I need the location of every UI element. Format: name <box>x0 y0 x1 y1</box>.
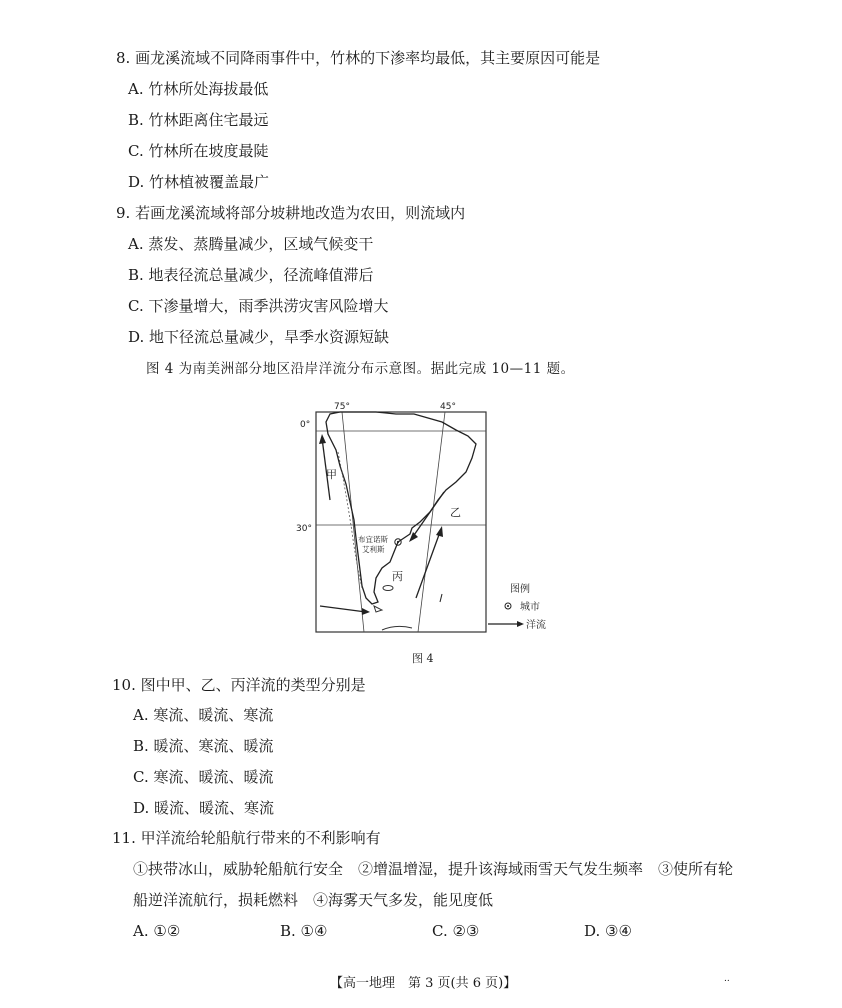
west-drift-arrow <box>320 606 366 612</box>
figure-caption: 图 4 <box>412 652 434 665</box>
q8-option-a: A. 竹林所处海拔最低 <box>128 80 269 98</box>
q11-option-c: C. ②③ <box>432 922 480 940</box>
current-bing-arrow <box>416 532 440 598</box>
page-footer: 【高一地理 第 3 页(共 6 页)】 <box>330 976 517 991</box>
q8-option-c: C. 竹林所在坡度最陡 <box>128 142 269 160</box>
tierra-del-fuego <box>374 606 382 612</box>
south-america-current-map <box>296 392 616 648</box>
q11-statements-line2: 船逆洋流航行，损耗燃料 ④海雾天气多发，能见度低 <box>133 891 494 909</box>
q10-option-d: D. 暖流、暖流、寒流 <box>133 799 275 817</box>
q11-option-d: D. ③④ <box>584 922 632 940</box>
legend-city-label: 城市 <box>520 602 540 613</box>
q10-option-c: C. 寒流、暖流、暖流 <box>133 768 274 786</box>
q9-option-c: C. 下渗量增大，雨季洪涝灾害风险增大 <box>128 297 389 315</box>
q9-option-b: B. 地表径流总量减少，径流峰值滞后 <box>128 266 374 284</box>
q9-stem: 9. 若画龙溪流域将部分坡耕地改造为农田，则流域内 <box>116 204 466 222</box>
lat-label-30: 30° <box>296 524 312 534</box>
lon-label-45: 45° <box>440 402 456 412</box>
corner-mark: .. <box>724 974 730 984</box>
lon-75w-line <box>342 412 364 632</box>
q10-option-a: A. 寒流、暖流、寒流 <box>133 706 274 724</box>
lat-label-0: 0° <box>300 420 311 430</box>
legend-current-label: 洋流 <box>526 620 546 631</box>
q11-option-b: B. ①④ <box>280 922 328 940</box>
city-label-line1: 布宜诺斯 <box>358 535 388 544</box>
q11-option-a: A. ①② <box>133 922 181 940</box>
current-label-bing: 丙 <box>392 570 403 583</box>
map-frame <box>316 412 486 632</box>
city-label-line2: 艾利斯 <box>362 545 385 554</box>
antarctic-coast <box>382 626 412 630</box>
lon-label-75: 75° <box>334 402 350 412</box>
small-current-arrow <box>440 594 442 602</box>
legend-title: 图例 <box>510 584 530 595</box>
current-label-yi: 乙 <box>450 506 461 519</box>
q10-option-b: B. 暖流、寒流、暖流 <box>133 737 274 755</box>
q11-statements-line1: ①挟带冰山，威胁轮船航行安全 ②增温增湿，提升该海域雨雪天气发生频率 ③使所有轮 <box>133 860 734 878</box>
q8-stem: 8. 画龙溪流域不同降雨事件中，竹林的下渗率均最低，其主要原因可能是 <box>116 49 601 67</box>
figure-intro: 图 4 为南美洲部分地区沿岸洋流分布示意图。据此完成 10—11 题。 <box>146 361 575 377</box>
q9-option-a: A. 蒸发、蒸腾量减少，区域气候变干 <box>128 235 374 253</box>
q8-option-b: B. 竹林距离住宅最远 <box>128 111 269 129</box>
falkland-islands <box>383 586 393 591</box>
current-label-jia: 甲 <box>326 468 337 481</box>
andes-mountains <box>338 452 362 588</box>
q11-stem: 11. 甲洋流给轮船航行带来的不利影响有 <box>112 829 381 847</box>
q8-option-d: D. 竹林植被覆盖最广 <box>128 173 270 191</box>
q9-option-d: D. 地下径流总量减少，旱季水资源短缺 <box>128 328 390 346</box>
q10-stem: 10. 图中甲、乙、丙洋流的类型分别是 <box>112 676 366 694</box>
